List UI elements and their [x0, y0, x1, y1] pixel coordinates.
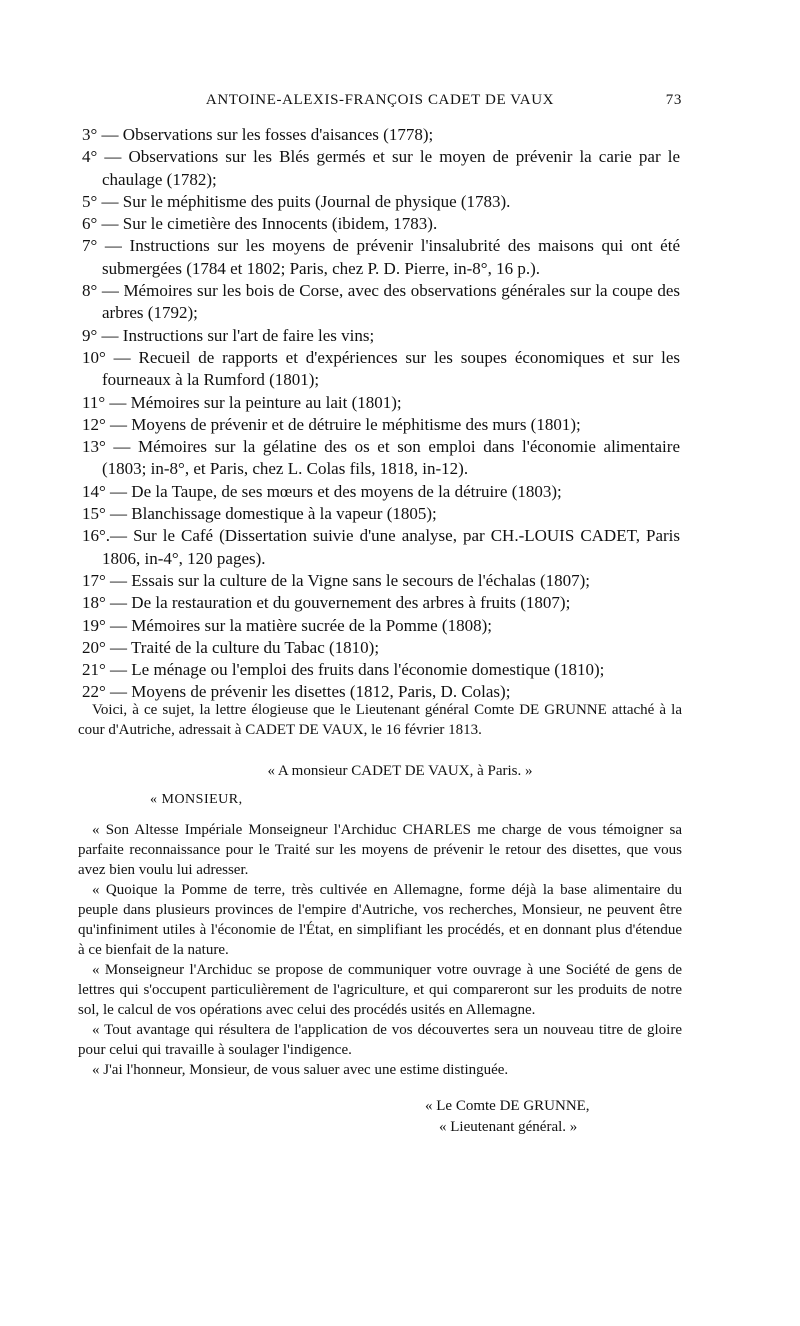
list-item: 10° — Recueil de rapports et d'expériences sur les soupes économiques et sur les fourneaux à la Rumford (1801); — [82, 347, 680, 390]
list-item: 5° — Sur le méphitisme des puits (Journal de physique (1783). — [82, 191, 511, 211]
list-item: 15° — Blanchissage domestique à la vapeur (1805); — [82, 504, 437, 524]
list-item: 7° — Instructions sur les moyens de prévenir l'insalubrité des maisons qui ont été submergées (1784 et 1802; Paris, chez P. D. Pierre, in-8°, 16 p.). — [82, 236, 680, 278]
page-number: 73 — [665, 92, 682, 108]
letter-signature — [425, 1096, 590, 1138]
letter-paragraph: « Son Altesse Impériale Monseigneur l'Archiduc CHARLES me charge de vous témoigner sa parfaite reconnaissance pour le Traité sur les moyens de prévenir le retour des disettes, que vous avez bien voulu lui adresser. — [78, 822, 682, 878]
signature-line-2: « Lieutenant général. » — [439, 1119, 578, 1135]
list-item: 19° — Mémoires sur la matière sucrée de la Pomme (1808); — [82, 615, 492, 635]
list-item: 17° — Essais sur la culture de la Vigne sans le secours de l'échalas (1807); — [82, 570, 590, 590]
list-item: 14° — De la Taupe, de ses mœurs et des moyens de la détruire (1803); — [82, 481, 562, 501]
list-item: 20° — Traité de la culture du Tabac (1810); — [82, 637, 380, 657]
list-item: 13° — Mémoires sur la gélatine des os et son emploi dans l'économie alimentaire (1803; in-8°, et Paris, chez L. Colas fils, 1818, in-12). — [82, 437, 680, 479]
running-title: ANTOINE-ALEXIS-FRANÇOIS CADET DE VAUX — [205, 92, 555, 108]
letter-greeting: « MONSIEUR, — [150, 792, 243, 807]
list-item: 4° — Observations sur les Blés germés et sur le moyen de prévenir la carie par le chaulage (1782); — [82, 147, 680, 189]
works-list — [82, 124, 680, 704]
list-item: 22° — Moyens de prévenir les disettes (1812, Paris, D. Colas); — [82, 682, 511, 702]
list-item: 21° — Le ménage ou l'emploi des fruits dans l'économie domestique (1810); — [82, 660, 605, 680]
letter-body — [78, 820, 682, 1080]
letter-paragraph: « J'ai l'honneur, Monsieur, de vous saluer avec une estime distinguée. — [92, 1062, 509, 1078]
list-item: 6° — Sur le cimetière des Innocents (ibidem, 1783). — [82, 214, 438, 234]
list-item: 18° — De la restauration et du gouvernement des arbres à fruits (1807); — [82, 593, 571, 613]
letter-paragraph: « Monseigneur l'Archiduc se propose de communiquer votre ouvrage à une Société de gens de lettres qui s'occupent particulièrement de l'agriculture, et qui compareront sur les produits de notre sol, le calcul de vos opérations avec celui des procédés usités en Allemagne. — [78, 962, 682, 1018]
letter-paragraph: « Quoique la Pomme de terre, très cultivée en Allemagne, forme déjà la base alimentaire du peuple dans plusieurs provinces de l'empire d'Autriche, vos recherches, Monsieur, ne peuvent être qu'infiniment utiles à l'économie de l'État, en simplifiant les procédés, et en donnant plus d'étendue à ce bienfait de la nature. — [78, 882, 682, 958]
list-item: 3° — Observations sur les fosses d'aisances (1778); — [82, 125, 434, 144]
intro-paragraph — [78, 700, 682, 740]
list-item: 9° — Instructions sur l'art de faire les vins; — [82, 325, 375, 345]
signature-line-1: « Le Comte DE GRUNNE, — [425, 1098, 590, 1114]
list-item: 11° — Mémoires sur la peinture au lait (1801); — [82, 392, 402, 412]
running-header — [78, 92, 682, 114]
letter-paragraph: « Tout avantage qui résultera de l'application de vos découvertes sera un nouveau titre de gloire pour celui qui travaille à soulager l'indigence. — [78, 1022, 682, 1058]
list-item: 16°.— Sur le Café (Dissertation suivie d'une analyse, par CH.-LOUIS CADET, Paris 1806, in-4°, 120 pages). — [82, 526, 680, 568]
list-item: 12° — Moyens de prévenir et de détruire le méphitisme des murs (1801); — [82, 414, 581, 434]
letter-address: « A monsieur CADET DE VAUX, à Paris. » — [267, 763, 533, 779]
list-item: 8° — Mémoires sur les bois de Corse, avec des observations générales sur la coupe des arbres (1792); — [82, 281, 680, 323]
intro-text: Voici, à ce sujet, la lettre élogieuse que le Lieutenant général Comte DE GRUNNE attaché à la cour d'Autriche, adressait à CADET DE VAUX, le 16 février 1813. — [78, 702, 682, 738]
